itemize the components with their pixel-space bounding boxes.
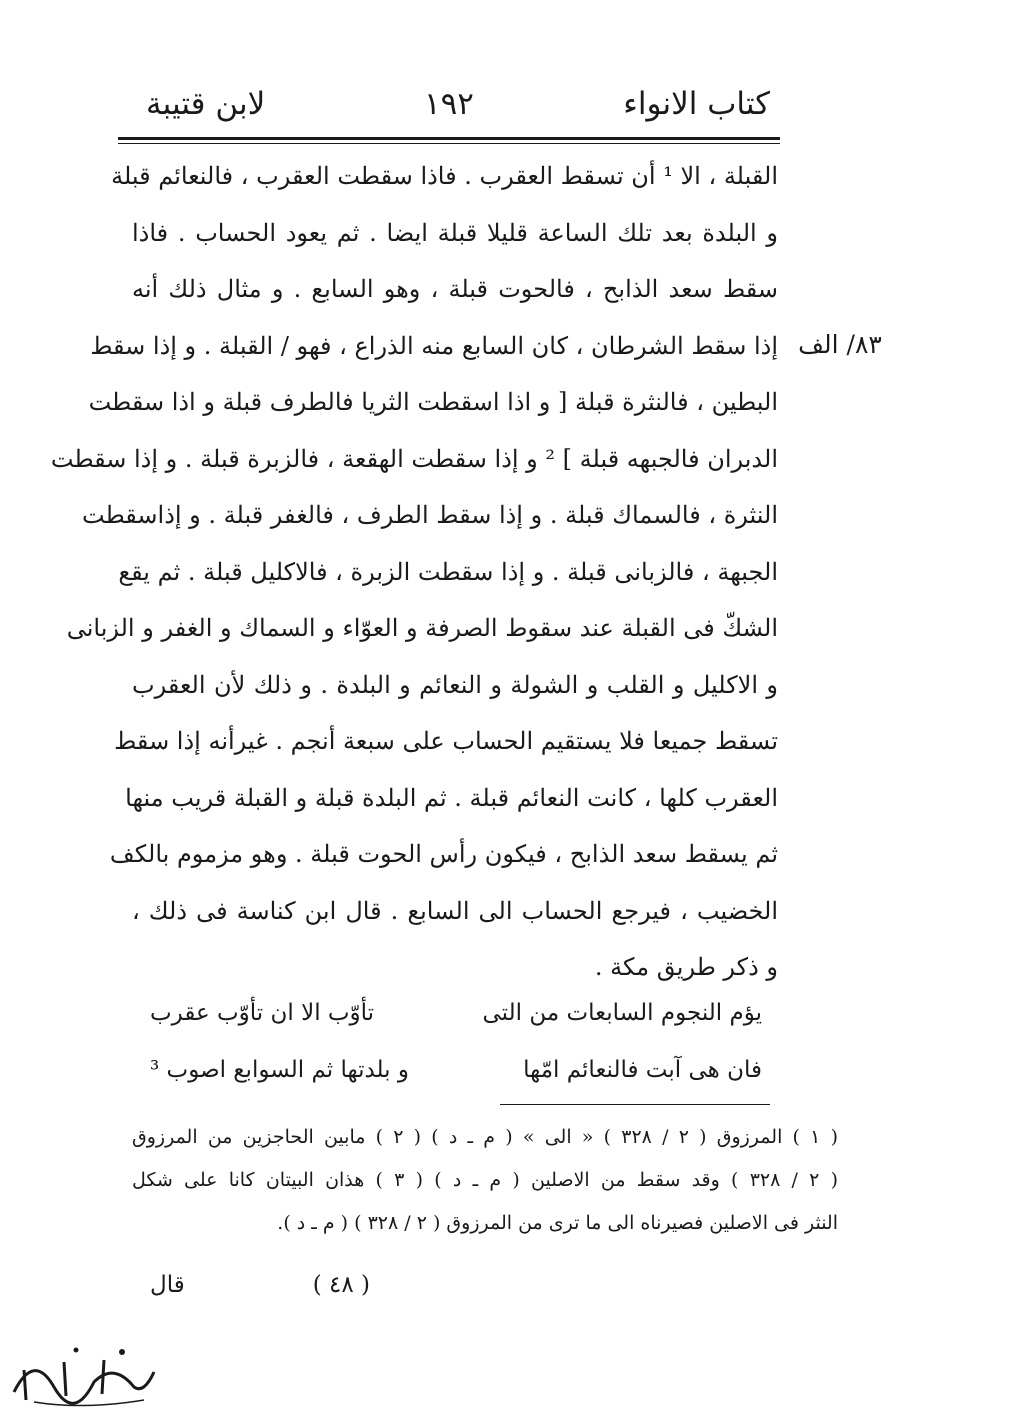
footnote-rule bbox=[500, 1104, 770, 1105]
footnote-line: ( ٢ / ٣٢٨ ) وقد سقط من الاصلين ( م ـ د ) ( ٣ ) هذان البيتان كانا على شكل bbox=[132, 1169, 839, 1191]
text-line: البطين ، فالنثرة قبلة [ و اذا اسقطت الثريا فالطرف قبلة و اذا سقطت bbox=[88, 388, 778, 416]
footnote-line: النثر فى الاصلين فصيرناه الى ما ترى من المرزوق ( ٢ / ٣٢٨ ) ( م ـ د ). bbox=[277, 1212, 838, 1234]
page-number: ١٩٢ bbox=[424, 86, 474, 122]
text-line: سقط سعد الذابح ، فالحوت قبلة ، وهو السابع . و مثال ذلك أنه bbox=[132, 275, 778, 303]
signature-mark: ( ٤٨ ) bbox=[312, 1272, 370, 1298]
page-footer bbox=[150, 1272, 370, 1312]
verse-hemistich-second: و بلدتها ثم السوابع اصوب ³ bbox=[150, 1057, 409, 1083]
text-line: و الاكليل و القلب و الشولة و النعائم و البلدة . و ذلك لأن العقرب bbox=[132, 670, 778, 699]
footnotes bbox=[132, 1116, 838, 1245]
text-line: القبلة ، الا ¹ أن تسقط العقرب . فاذا سقطت العقرب ، فالنعائم قبلة bbox=[111, 162, 778, 190]
header-rule-thick bbox=[118, 137, 780, 140]
text-line: ثم يسقط سعد الذابح ، فيكون رأس الحوت قبلة . وهو مزموم بالكف bbox=[109, 840, 778, 868]
text-line: الجبهة ، فالزبانى قبلة . و إذا سقطت الزبرة ، فالاكليل قبلة . ثم يقع bbox=[118, 557, 778, 586]
text-line: الدبران فالجبهه قبلة ] ² و إذا سقطت الهقعة ، فالزبرة قبلة . و إذا سقطت bbox=[50, 444, 778, 473]
main-text bbox=[50, 148, 778, 996]
text-line: و ذكر طريق مكة . bbox=[594, 953, 778, 981]
page-header bbox=[132, 78, 770, 128]
text-line: العقرب كلها ، كانت النعائم قبلة . ثم البلدة قبلة و القبلة قريب منها bbox=[125, 783, 778, 812]
catchword: قال bbox=[150, 1272, 185, 1298]
text-line: و البلدة بعد تلك الساعة قليلا قبلة ايضا . ثم يعود الحساب . فاذا bbox=[132, 218, 778, 247]
text-line: إذا سقط الشرطان ، كان السابع منه الذراع ، فهو / القبلة . و إذا سقط bbox=[90, 331, 778, 360]
text-line: تسقط جميعا فلا يستقيم الحساب على سبعة أنجم . غيرأنه إذا سقط bbox=[114, 727, 778, 755]
verse-hemistich-second: تأوّب الا ان تأوّب عقرب bbox=[150, 1000, 375, 1026]
verse-hemistich-first: يؤم النجوم السابعات من التى bbox=[482, 1000, 762, 1026]
text-line: الشكّ فى القبلة عند سقوط الصرفة و العوّاء و السماك و الغفر و الزبانى bbox=[66, 614, 778, 642]
book-title: كتاب الانواء bbox=[623, 86, 770, 122]
header-rule-thin bbox=[118, 143, 780, 144]
text-line: الخضيب ، فيرجع الحساب الى السابع . قال ابن كناسة فى ذلك ، bbox=[132, 896, 778, 925]
calligraphy-seal-icon bbox=[4, 1332, 164, 1412]
text-line: النثرة ، فالسماك قبلة . و إذا سقط الطرف ، فالغفر قبلة . و إذاسقطت bbox=[82, 501, 778, 529]
footnote-line: ( ١ ) المرزوق ( ٢ / ٣٢٨ ) « الى » ( م ـ د ) ( ٢ ) مابين الحاجزين من المرزوق bbox=[132, 1126, 839, 1148]
folio-margin-note: ٨٣/ الف bbox=[798, 330, 882, 359]
author-name: لابن قتيبة bbox=[146, 86, 266, 122]
verse-hemistich-first: فان هى آبت فالنعائم امّها bbox=[523, 1057, 762, 1083]
